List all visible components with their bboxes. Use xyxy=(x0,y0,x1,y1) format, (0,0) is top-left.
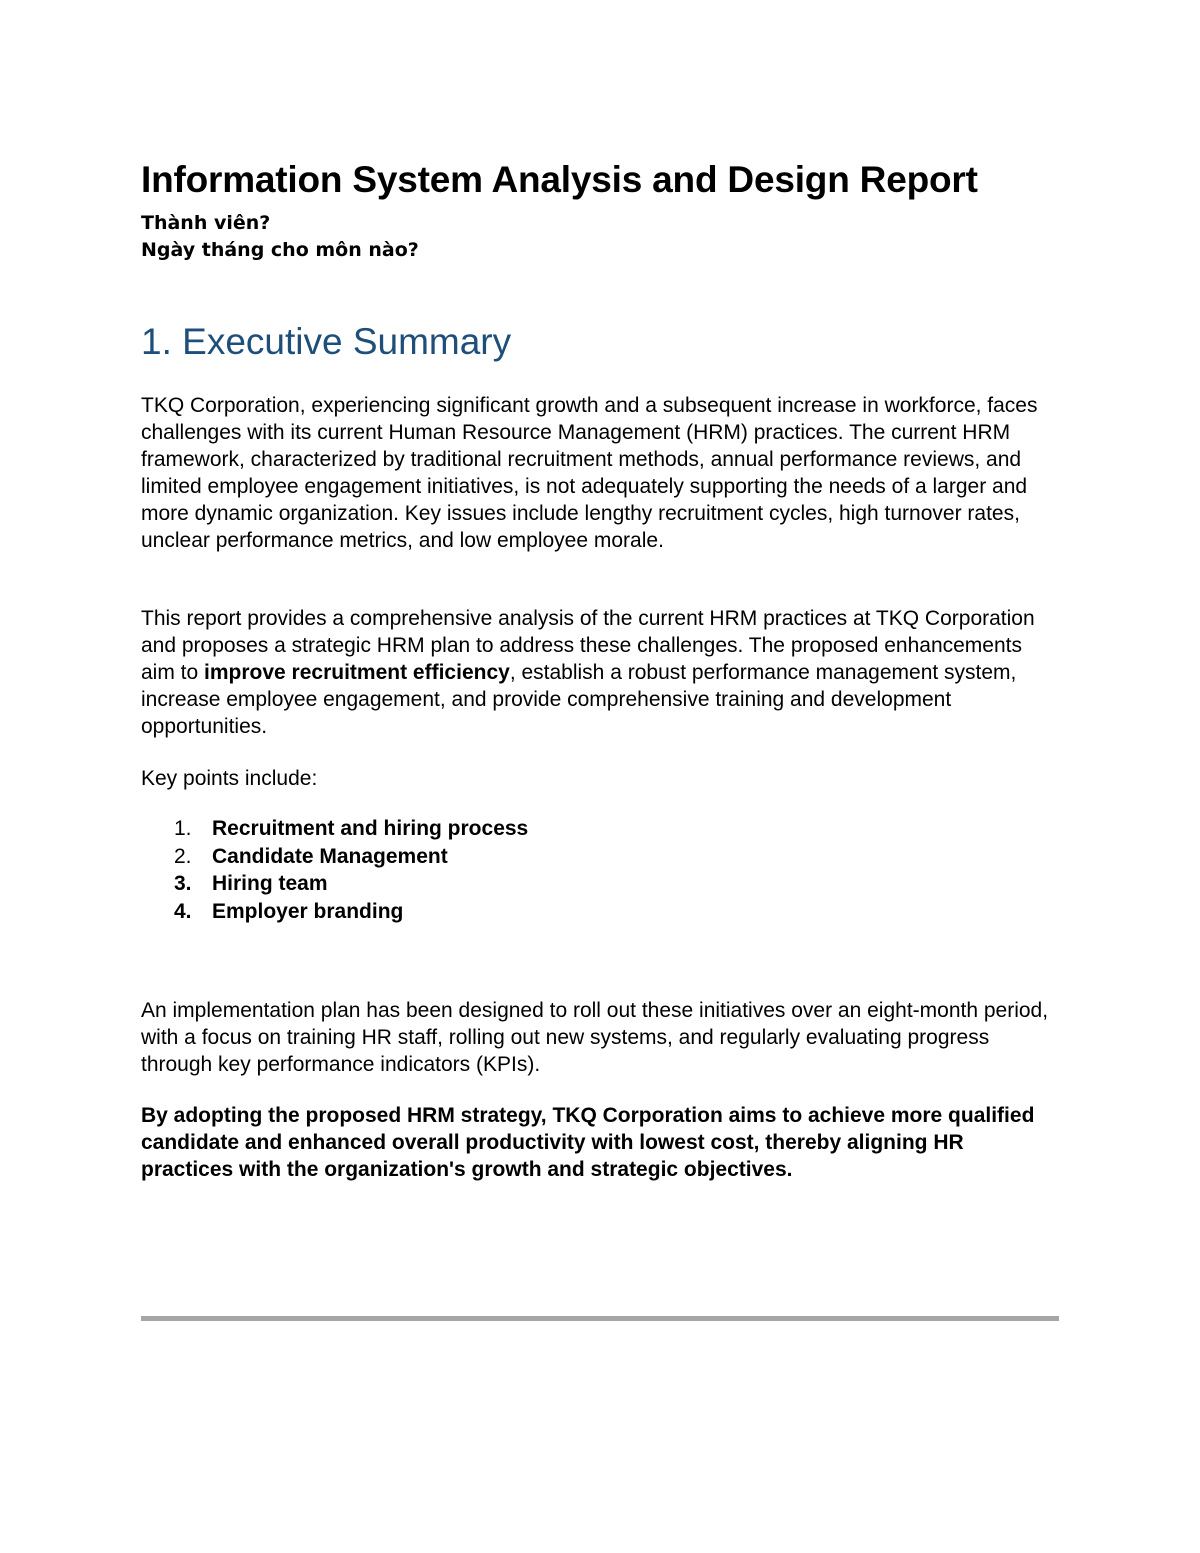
list-item-text: Employer branding xyxy=(212,899,404,923)
list-item-text: Hiring team xyxy=(212,872,328,895)
paragraph-report-overview xyxy=(141,605,1061,740)
list-item-number: 4. xyxy=(174,899,192,923)
members-line: Thành viên? xyxy=(141,212,271,234)
paragraph-conclusion: By adopting the proposed HRM strategy, TKQ Corporation aims to achieve more qualified candidate and enhanced overall productivity with lowest cost, thereby aligning HR practices with the organization's growth and strategic objectives. xyxy=(141,1104,1035,1181)
document-title: Information System Analysis and Design Report xyxy=(141,159,978,200)
horizontal-rule xyxy=(141,1316,1059,1321)
paragraph-text: This report provides a comprehensive analysis of the current HRM practices at TKQ Corporation and proposes a strategic HRM plan to address these challenges. The proposed enhancements aim to xyxy=(141,607,1035,684)
list-item xyxy=(141,898,528,926)
paragraph-implementation: An implementation plan has been designed to roll out these initiatives over an eight-month period, with a focus on training HR staff, rolling out new systems, and regularly evaluating progress through key performance indicators (KPIs). xyxy=(141,999,1049,1076)
list-item-number: 1. xyxy=(174,817,192,840)
list-item-number: 2. xyxy=(174,844,192,868)
date-line: Ngày tháng cho môn nào? xyxy=(141,239,419,261)
list-item xyxy=(141,815,528,843)
list-item-text: Recruitment and hiring process xyxy=(212,817,529,840)
list-item-text: Candidate Management xyxy=(212,844,448,868)
section-heading: 1. Executive Summary xyxy=(141,321,512,362)
list-item-number: 3. xyxy=(174,872,192,895)
list-item xyxy=(141,870,528,898)
key-points-list xyxy=(141,815,528,925)
paragraph-text: , establish a robust performance management system, increase employee engagement, and provide comprehensive training and development opportunities. xyxy=(141,661,1017,738)
bold-phrase: improve recruitment efficiency xyxy=(204,661,510,684)
paragraph-intro: TKQ Corporation, experiencing significant growth and a subsequent increase in workforce, faces challenges with its current Human Resource Management (HRM) practices. The current HRM framework, characterized by traditional recruitment methods, annual performance reviews, and limited employee engagement initiatives, is not adequately supporting the needs of a larger and more dynamic organization. Key issues include lengthy recruitment cycles, high turnover rates, unclear performance metrics, and low employee morale. xyxy=(141,394,1038,552)
list-item xyxy=(141,843,528,871)
key-points-intro: Key points include: xyxy=(141,767,318,790)
